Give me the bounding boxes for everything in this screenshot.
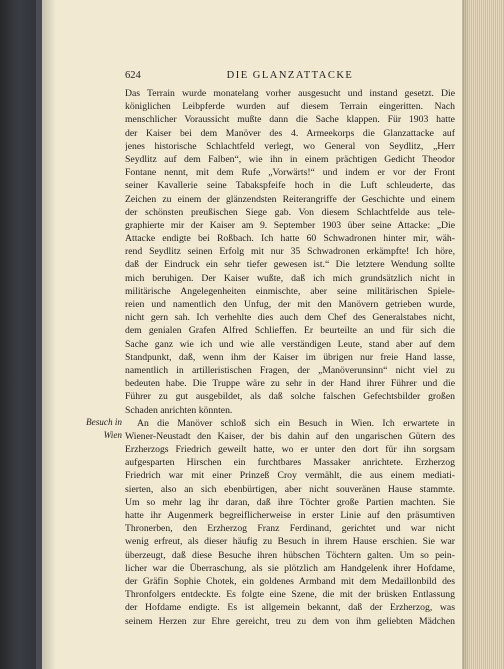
text-line: Erzherzogs Friedrich geweilt hatte, wo er unter den dort für ihn sorgsam — [125, 444, 455, 456]
gutter-shadow — [42, 0, 56, 669]
text-line: dem genialen Grafen Alfred Schlieffen. Er beurteilte an und für sich die — [125, 325, 455, 337]
body-text — [125, 87, 455, 628]
text-line: Attacke endigte bei Roßbach. Ich hatte 60 Schwadronen hinter mir, wäh- — [125, 233, 455, 245]
text-line: sierten, also an sich ebenbürtigen, aber nicht souveränen Hause stammte. — [125, 483, 455, 495]
text-line: Um so mehr lag ihr daran, daß ihre Töchter große Partien machten. Sie — [125, 496, 455, 508]
text-line: Fontane nennt, mit dem Rufe „Vorwärts!“ und indem er vor der Front — [125, 167, 455, 179]
text-line: Standpunkt, daß, wenn ihm der Kaiser im übrigen nur freie Hand lasse, — [125, 351, 455, 363]
text-line: der Kaiser bei dem Manöver des 4. Armeekorps die Glanzattacke auf — [125, 127, 455, 139]
text-line: bedeuten habe. Die Truppe wäre zu sehr in der Hand ihrer Führer und die — [125, 378, 455, 390]
text-line: Zeichen zu einem der glänzendsten Reiterangriffe der Geschichte und einem — [125, 193, 455, 205]
text-line: Wiener-Neustadt den Kaiser, der bis dahin auf den ungarischen Gütern des — [125, 430, 455, 442]
text-line: Thronerben, den Erzherzog Franz Ferdinand, gerichtet und war nicht — [125, 523, 455, 535]
text-line: seinem Herzen zur Ehre gereicht, treu zu dem von ihm geliebten Mädchen — [125, 615, 455, 627]
text-line: daß der Eindruck ein sehr tiefer gewesen ist.“ Die letztere Wendung sollte — [125, 259, 455, 271]
text-line: königlichen Leibpferde wurden auf diesem Terrain eingeritten. Nach — [125, 101, 455, 113]
text-line: Sache ganz wie ich und wie alle verständigen Leute, stand aber auf dem — [125, 338, 455, 350]
text-line: Führer zu gut ausgebildet, als daß solche falschen Gefechtsbilder großen — [125, 391, 455, 403]
text-line: Schaden anrichten könnten. — [125, 404, 233, 416]
margin-note-line-2: Wien — [103, 430, 122, 440]
text-line: überzeugt, daß diese Besuche ihren hübschen Töchtern galten. Um so pein- — [125, 549, 455, 561]
text-line: Seydlitz auf dem Falben“, wie ihn in einem prächtigen Gedicht Theodor — [125, 153, 455, 165]
text-line: aufgesparten Hirschen ein furchtbares Massaker anrichtete. Erzherzog — [125, 457, 455, 469]
text-line: hatte ihr Augenmerk begreiflicherweise in erster Linie auf den präsumtiven — [125, 510, 455, 521]
text-line: licher war die Überraschung, als sie plötzlich am Handgelenk ihrer Hofdame, — [125, 562, 455, 574]
text-line: mich beruhigen. Der Kaiser wußte, daß ich mich grundsätzlich nicht in — [125, 272, 455, 284]
text-line: jenes historische Schlachtfeld verlegt, wo General von Seydlitz, „Herr — [125, 140, 455, 152]
margin-note-line-1: Besuch in — [86, 417, 122, 427]
text-line: menschlicher Voraussicht mußte dann die Sache klappen. Für 1903 hatte — [125, 114, 455, 126]
text-line: Friedrich war mit einer Prinzeß Croy vermählt, die aus einem mediati- — [125, 470, 455, 482]
text-line: der Gräfin Sophie Chotek, ein goldenes Armband mit dem Medaillonbild des — [125, 575, 455, 587]
text-line: reien und namentlich den Unfug, der mit den Manövern getrieben wurde, — [125, 299, 455, 310]
text-line: nicht gern sah. Ich verhehlte dies auch dem Chef des Generalstabes nicht, — [125, 312, 455, 324]
text-line: namentlich in artilleristischen Fragen, der „Manöverunsinn“ nicht viel zu — [125, 364, 455, 376]
running-head: DIE GLANZATTACKE — [226, 70, 354, 81]
text-line: Das Terrain wurde monatelang vorher ausgesucht und instand gesetzt. Die — [125, 88, 455, 99]
text-line: An die Manöver schloß sich ein Besuch in Wien. Ich erwartete in — [137, 417, 455, 429]
text-line: wenig erfreut, als dieser häufig zu Besuch in ihrem Hause erschien. Sie war — [125, 536, 455, 548]
text-line: der Hofdame endigte. Es ist allgemein bekannt, daß der Erzherzog, was — [125, 602, 455, 614]
text-line: rend Seydlitz seinen Erfolg mit nur 35 Schwadronen erkämpfte! Ich höre, — [125, 246, 455, 258]
text-line: der schönsten preußischen Siege gab. Von diesem Schlachtfelde aus tele- — [125, 206, 455, 218]
text-line: Thronfolgers entdeckte. Es folgte eine Szene, die mit der brüsken Entlassung — [125, 589, 455, 601]
page-number: 624 — [125, 70, 141, 81]
page-header — [125, 70, 455, 86]
fore-edge-shadow — [462, 0, 470, 669]
text-line: graphierte mir der Kaiser am 9. September 1903 über seine Attacke: „Die — [125, 219, 455, 231]
text-line: seiner Kavallerie seine Tabakspfeife hoch in die Luft schleuderte, das — [125, 180, 455, 192]
text-line: militärische Angelegenheiten einmischte, aber seine militärischen Spiele- — [125, 285, 455, 297]
